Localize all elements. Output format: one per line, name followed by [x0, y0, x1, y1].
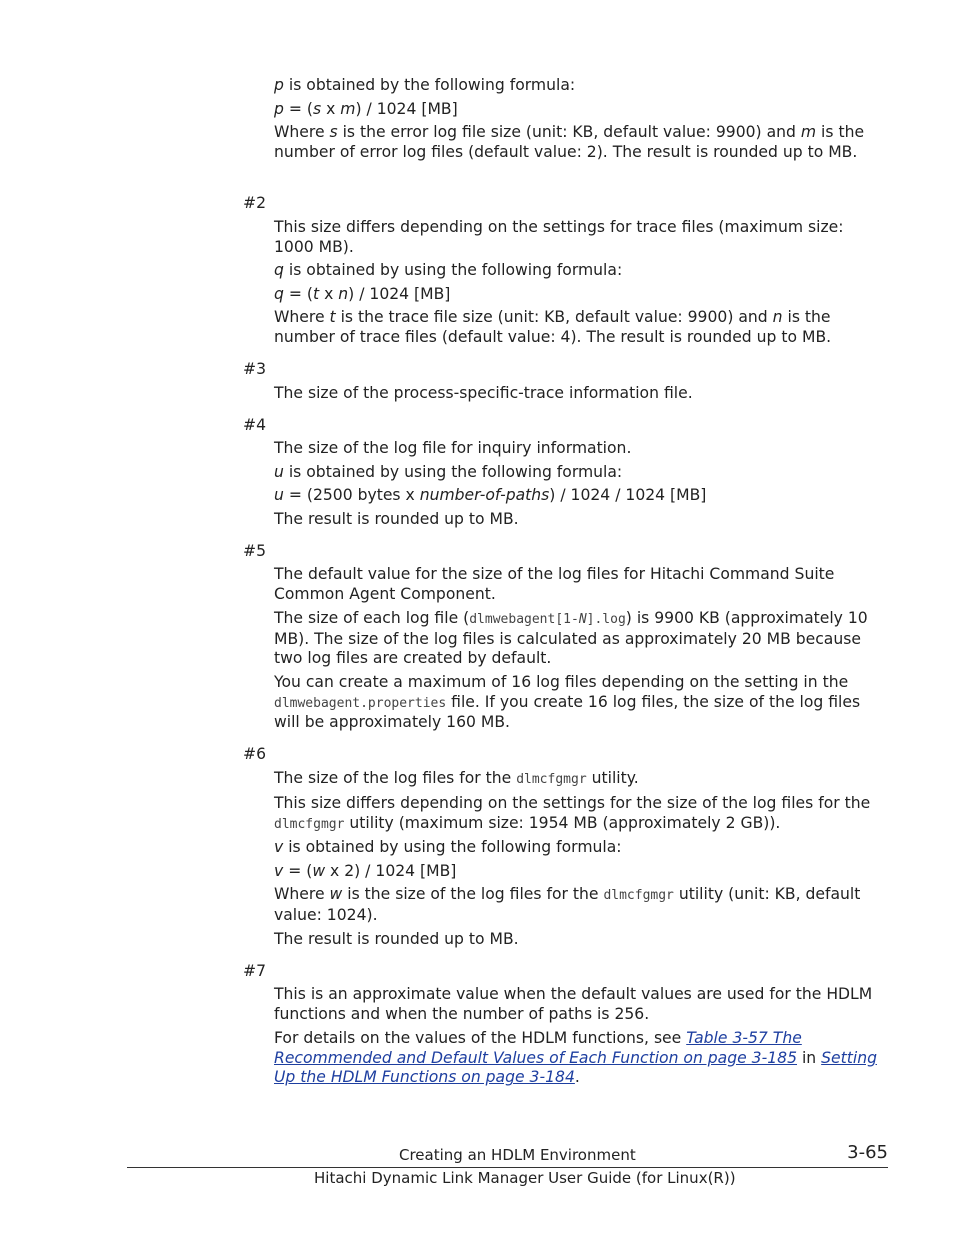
note-marker-3: #3	[243, 360, 266, 378]
note6-differs: This size differs depending on the settings for the size of the log files for the dlmcfgmgr utility (maximum size: 1954 MB (approximately 2 GB)).	[274, 794, 871, 832]
note4-result: The result is rounded up to MB.	[274, 510, 519, 528]
p-formula-intro: p is obtained by the following formula:	[274, 76, 576, 94]
page-number: 3-65	[847, 1142, 888, 1163]
note4-formula: u = (2500 bytes x number-of-paths) / 1024 / 1024 [MB]	[274, 486, 707, 504]
p-formula: p = (s x m) / 1024 [MB]	[274, 100, 458, 118]
note6-result: The result is rounded up to MB.	[274, 930, 519, 948]
note-marker-5: #5	[243, 542, 266, 560]
note5-max: You can create a maximum of 16 log files depending on the setting in the dlmwebagent.properties file. If you create 16 log files, the size of the log files will be approximately 160 MB.	[274, 673, 861, 732]
footer-chapter-title: Creating an HDLM Environment	[399, 1146, 636, 1164]
table-3-57-link[interactable]: Table 3-57 The Recommended and Default Values of Each Function on page 3-185	[274, 1029, 802, 1067]
note6-desc: The size of the log files for the dlmcfgmgr utility.	[274, 769, 639, 787]
footer-guide-title: Hitachi Dynamic Link Manager User Guide (for Linux(R))	[314, 1169, 736, 1187]
note2-formula: q = (t x n) / 1024 [MB]	[274, 285, 451, 303]
note6-where: Where w is the size of the log files for the dlmcfgmgr utility (unit: KB, default value: 1024).	[274, 885, 861, 924]
note2-where: Where t is the trace file size (unit: KB, default value: 9900) and n is the number of trace files (default value: 4). The result is rounded up to MB.	[274, 308, 832, 346]
note2-intro: q is obtained by using the following formula:	[274, 261, 623, 279]
note4-desc: The size of the log file for inquiry information.	[274, 439, 632, 457]
note-marker-4: #4	[243, 416, 266, 434]
note6-formula: v = (w x 2) / 1024 [MB]	[274, 862, 457, 880]
note5-each: The size of each log file (dlmwebagent[1-N].log) is 9900 KB (approximately 10 MB). The size of the log files is calculated as approximately 20 MB because two log files are created by default.	[274, 609, 868, 668]
note6-intro: v is obtained by using the following formula:	[274, 838, 622, 856]
note7-details: For details on the values of the HDLM functions, see Table 3-57 The Recommended and Default Values of Each Function on page 3-185 in Setting Up the HDLM Functions on page 3-184.	[274, 1029, 877, 1087]
note-marker-2: #2	[243, 194, 266, 212]
note3-desc: The size of the process-specific-trace information file.	[274, 384, 693, 402]
note-marker-7: #7	[243, 962, 266, 980]
note2-desc: This size differs depending on the settings for trace files (maximum size: 1000 MB).	[274, 218, 844, 256]
note-marker-6: #6	[243, 745, 266, 763]
note4-intro: u is obtained by using the following formula:	[274, 463, 623, 481]
note5-desc: The default value for the size of the log files for Hitachi Command Suite Common Agent Component.	[274, 565, 835, 603]
setting-up-hdlm-functions-link[interactable]: Setting Up the HDLM Functions on page 3-184	[274, 1048, 877, 1087]
p-formula-where: Where s is the error log file size (unit: KB, default value: 9900) and m is the number of error log files (default value: 2). The result is rounded up to MB.	[274, 123, 865, 161]
note7-desc: This is an approximate value when the default values are used for the HDLM functions and when the number of paths is 256.	[274, 985, 873, 1023]
